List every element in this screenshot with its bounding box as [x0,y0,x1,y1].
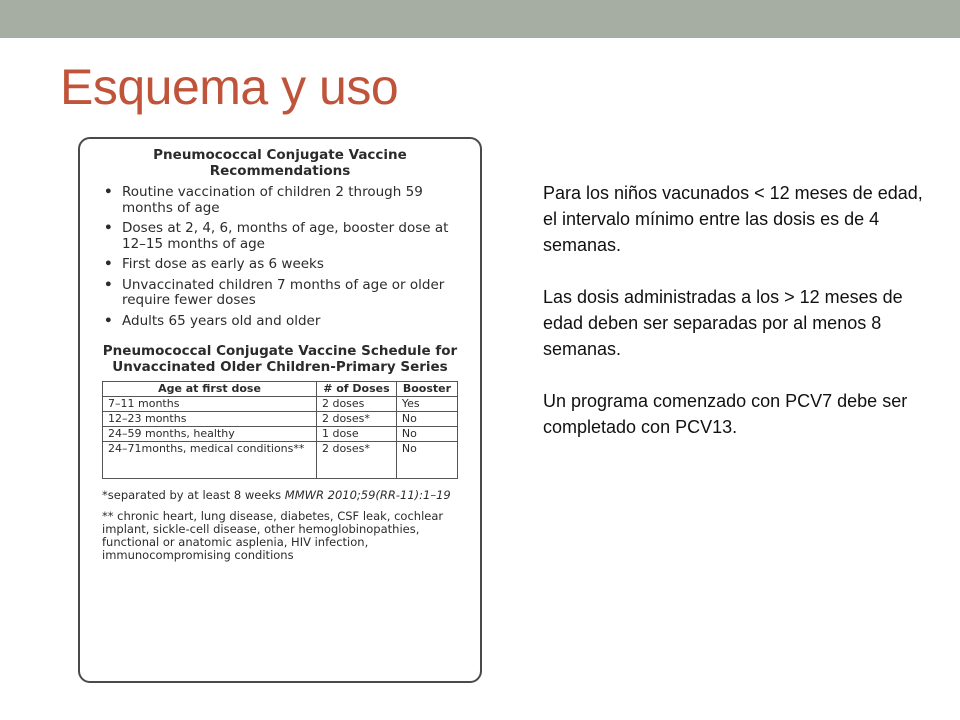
footnote-separation [102,489,458,502]
paragraph: Un programa comenzado con PCV7 debe ser completado con PCV13. [543,391,908,437]
list-item: • Unvaccinated children 7 months of age or older require fewer doses [102,278,458,309]
table-cell: 7–11 months [103,397,317,412]
body-text [543,180,933,466]
footnote-text: *separated by at least 8 weeks [102,488,285,502]
table-row [103,427,458,442]
list-item: • Routine vaccination of children 2 through 59 months of age [102,185,458,216]
table-row [103,442,458,479]
table-cell: No [396,412,457,427]
table-cell: 1 dose [316,427,396,442]
table-cell: No [396,442,457,479]
table-cell: 2 doses* [316,442,396,479]
column-header: # of Doses [316,382,396,397]
recommendations-list [102,185,458,329]
table-cell: 2 doses* [316,412,396,427]
schedule-table [102,381,458,479]
column-header: Booster [396,382,457,397]
recommendations-heading: Pneumococcal Conjugate Vaccine Recommendations [153,147,407,179]
table-cell: 24–59 months, healthy [103,427,317,442]
table-cell: 2 doses [316,397,396,412]
table-cell: 24–71months, medical conditions** [103,442,317,479]
vaccine-card [78,137,482,683]
list-item: • First dose as early as 6 weeks [102,257,458,273]
slide-title: Esquema y uso [60,59,399,115]
paragraph: Las dosis administradas a los > 12 meses de edad deben ser separadas por al menos 8 semanas. [543,287,903,359]
table-cell: No [396,427,457,442]
table-cell: 12–23 months [103,412,317,427]
top-bar [0,0,960,38]
list-item: • Doses at 2, 4, 6, months of age, booster dose at 12–15 months of age [102,221,458,252]
table-cell: Yes [396,397,457,412]
paragraph: Para los niños vacunados < 12 meses de edad, el intervalo mínimo entre las dosis es de 4 semanas. [543,183,923,255]
footnote-reference: MMWR 2010;59(RR-11):1–19 [284,488,451,502]
table-row [103,412,458,427]
table-header-row [103,382,458,397]
list-item: • Adults 65 years old and older [102,314,458,330]
footnote-conditions: ** chronic heart, lung disease, diabetes, CSF leak, cochlear implant, sickle-cell disease, other hemoglobinopathies, functional or anatomic asplenia, HIV infection, immunocompromising conditions [102,509,444,562]
table-row [103,397,458,412]
column-header: Age at first dose [103,382,317,397]
schedule-heading: Pneumococcal Conjugate Vaccine Schedule for Unvaccinated Older Children-Primary Series [102,343,458,375]
